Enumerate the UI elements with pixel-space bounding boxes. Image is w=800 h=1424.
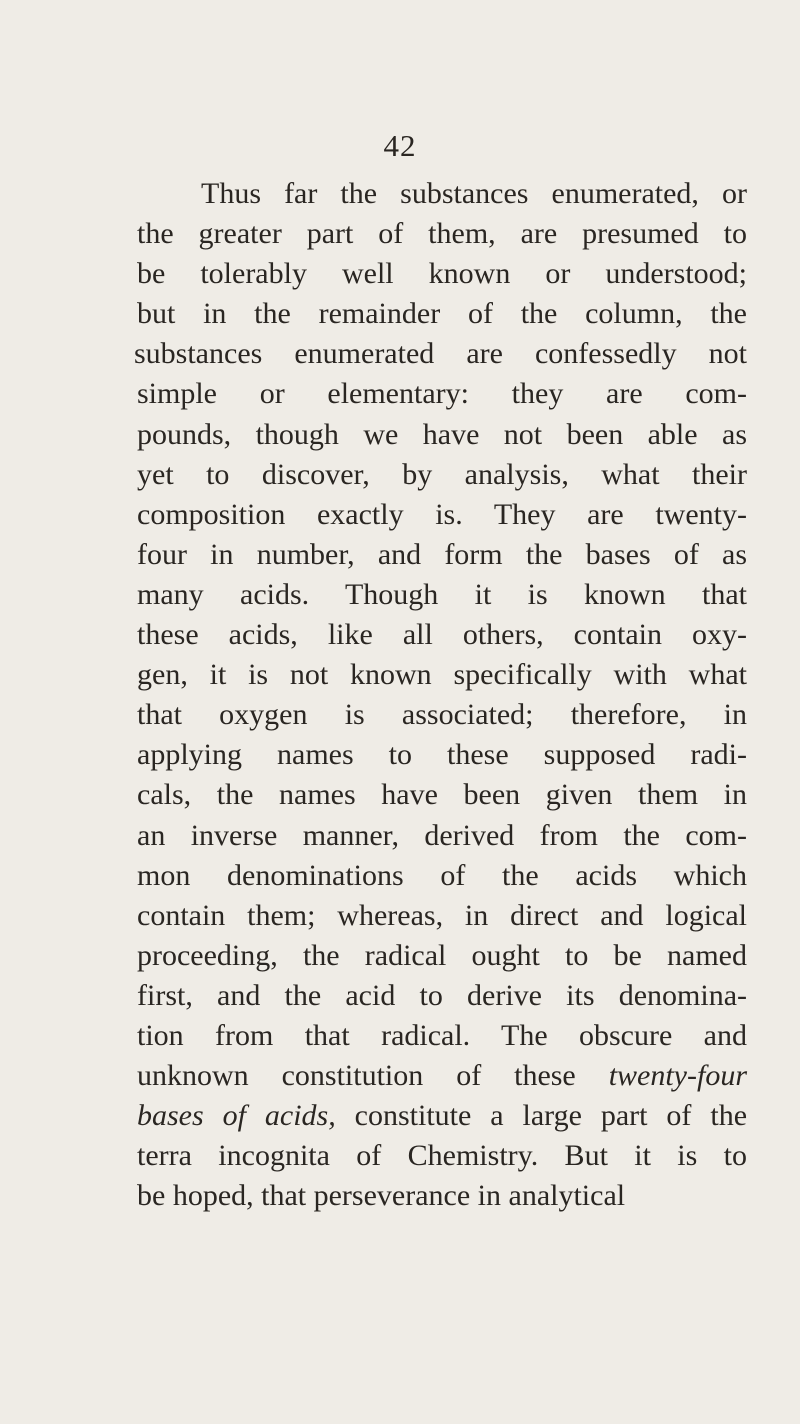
text-line-23-italic: twenty-four <box>608 1059 747 1093</box>
text-line-17: an inverse manner, derived from the com- <box>137 818 747 852</box>
text-line-6: simple or elementary: they are com- <box>137 377 747 411</box>
text-line-22: tion from that radical. The obscure and <box>137 1018 747 1052</box>
text-line-12: these acids, like all others, contain oxy- <box>137 618 747 652</box>
text-line-14: that oxygen is associated; therefore, in <box>137 698 747 732</box>
text-line-5: substances enumerated are confessedly not <box>134 337 747 371</box>
text-line-9: composition exactly is. They are twenty- <box>137 497 747 531</box>
text-line-24-italic: bases of acids, <box>137 1099 336 1133</box>
text-line-23 <box>137 1056 747 1096</box>
text-line-24 <box>137 1096 747 1136</box>
text-line-26: be hoped, that perseverance in analytical <box>137 1179 626 1213</box>
text-line-25: terra incognita of Chemistry. But it is to <box>137 1139 747 1173</box>
text-line-16: cals, the names have been given them in <box>137 778 747 812</box>
text-line-3: be tolerably well known or understood; <box>137 257 747 291</box>
text-line-24-roman: constitute a large part of the <box>335 1099 748 1133</box>
page-number: 42 <box>383 128 417 163</box>
text-line-1: Thus far the substances enumerated, or <box>201 177 747 210</box>
text-line-4: but in the remainder of the column, the <box>137 297 747 331</box>
text-line-21: first, and the acid to derive its denomina- <box>137 978 747 1012</box>
text-line-20: proceeding, the radical ought to be named <box>137 938 747 972</box>
text-line-8: yet to discover, by analysis, what their <box>137 457 747 491</box>
text-line-10: four in number, and form the bases of as <box>137 537 747 571</box>
text-line-13: gen, it is not known specifically with what <box>137 658 747 692</box>
text-line-15: applying names to these supposed radi- <box>137 738 747 772</box>
text-line-18: mon denominations of the acids which <box>137 858 747 892</box>
body-text <box>134 174 748 1216</box>
text-line-2: the greater part of them, are presumed to <box>137 217 747 251</box>
text-line-23-roman: unknown constitution of these <box>137 1059 609 1093</box>
text-line-11: many acids. Though it is known that <box>137 577 747 611</box>
text-line-19: contain them; whereas, in direct and logical <box>137 898 747 932</box>
text-line-7: pounds, though we have not been able as <box>137 417 747 451</box>
